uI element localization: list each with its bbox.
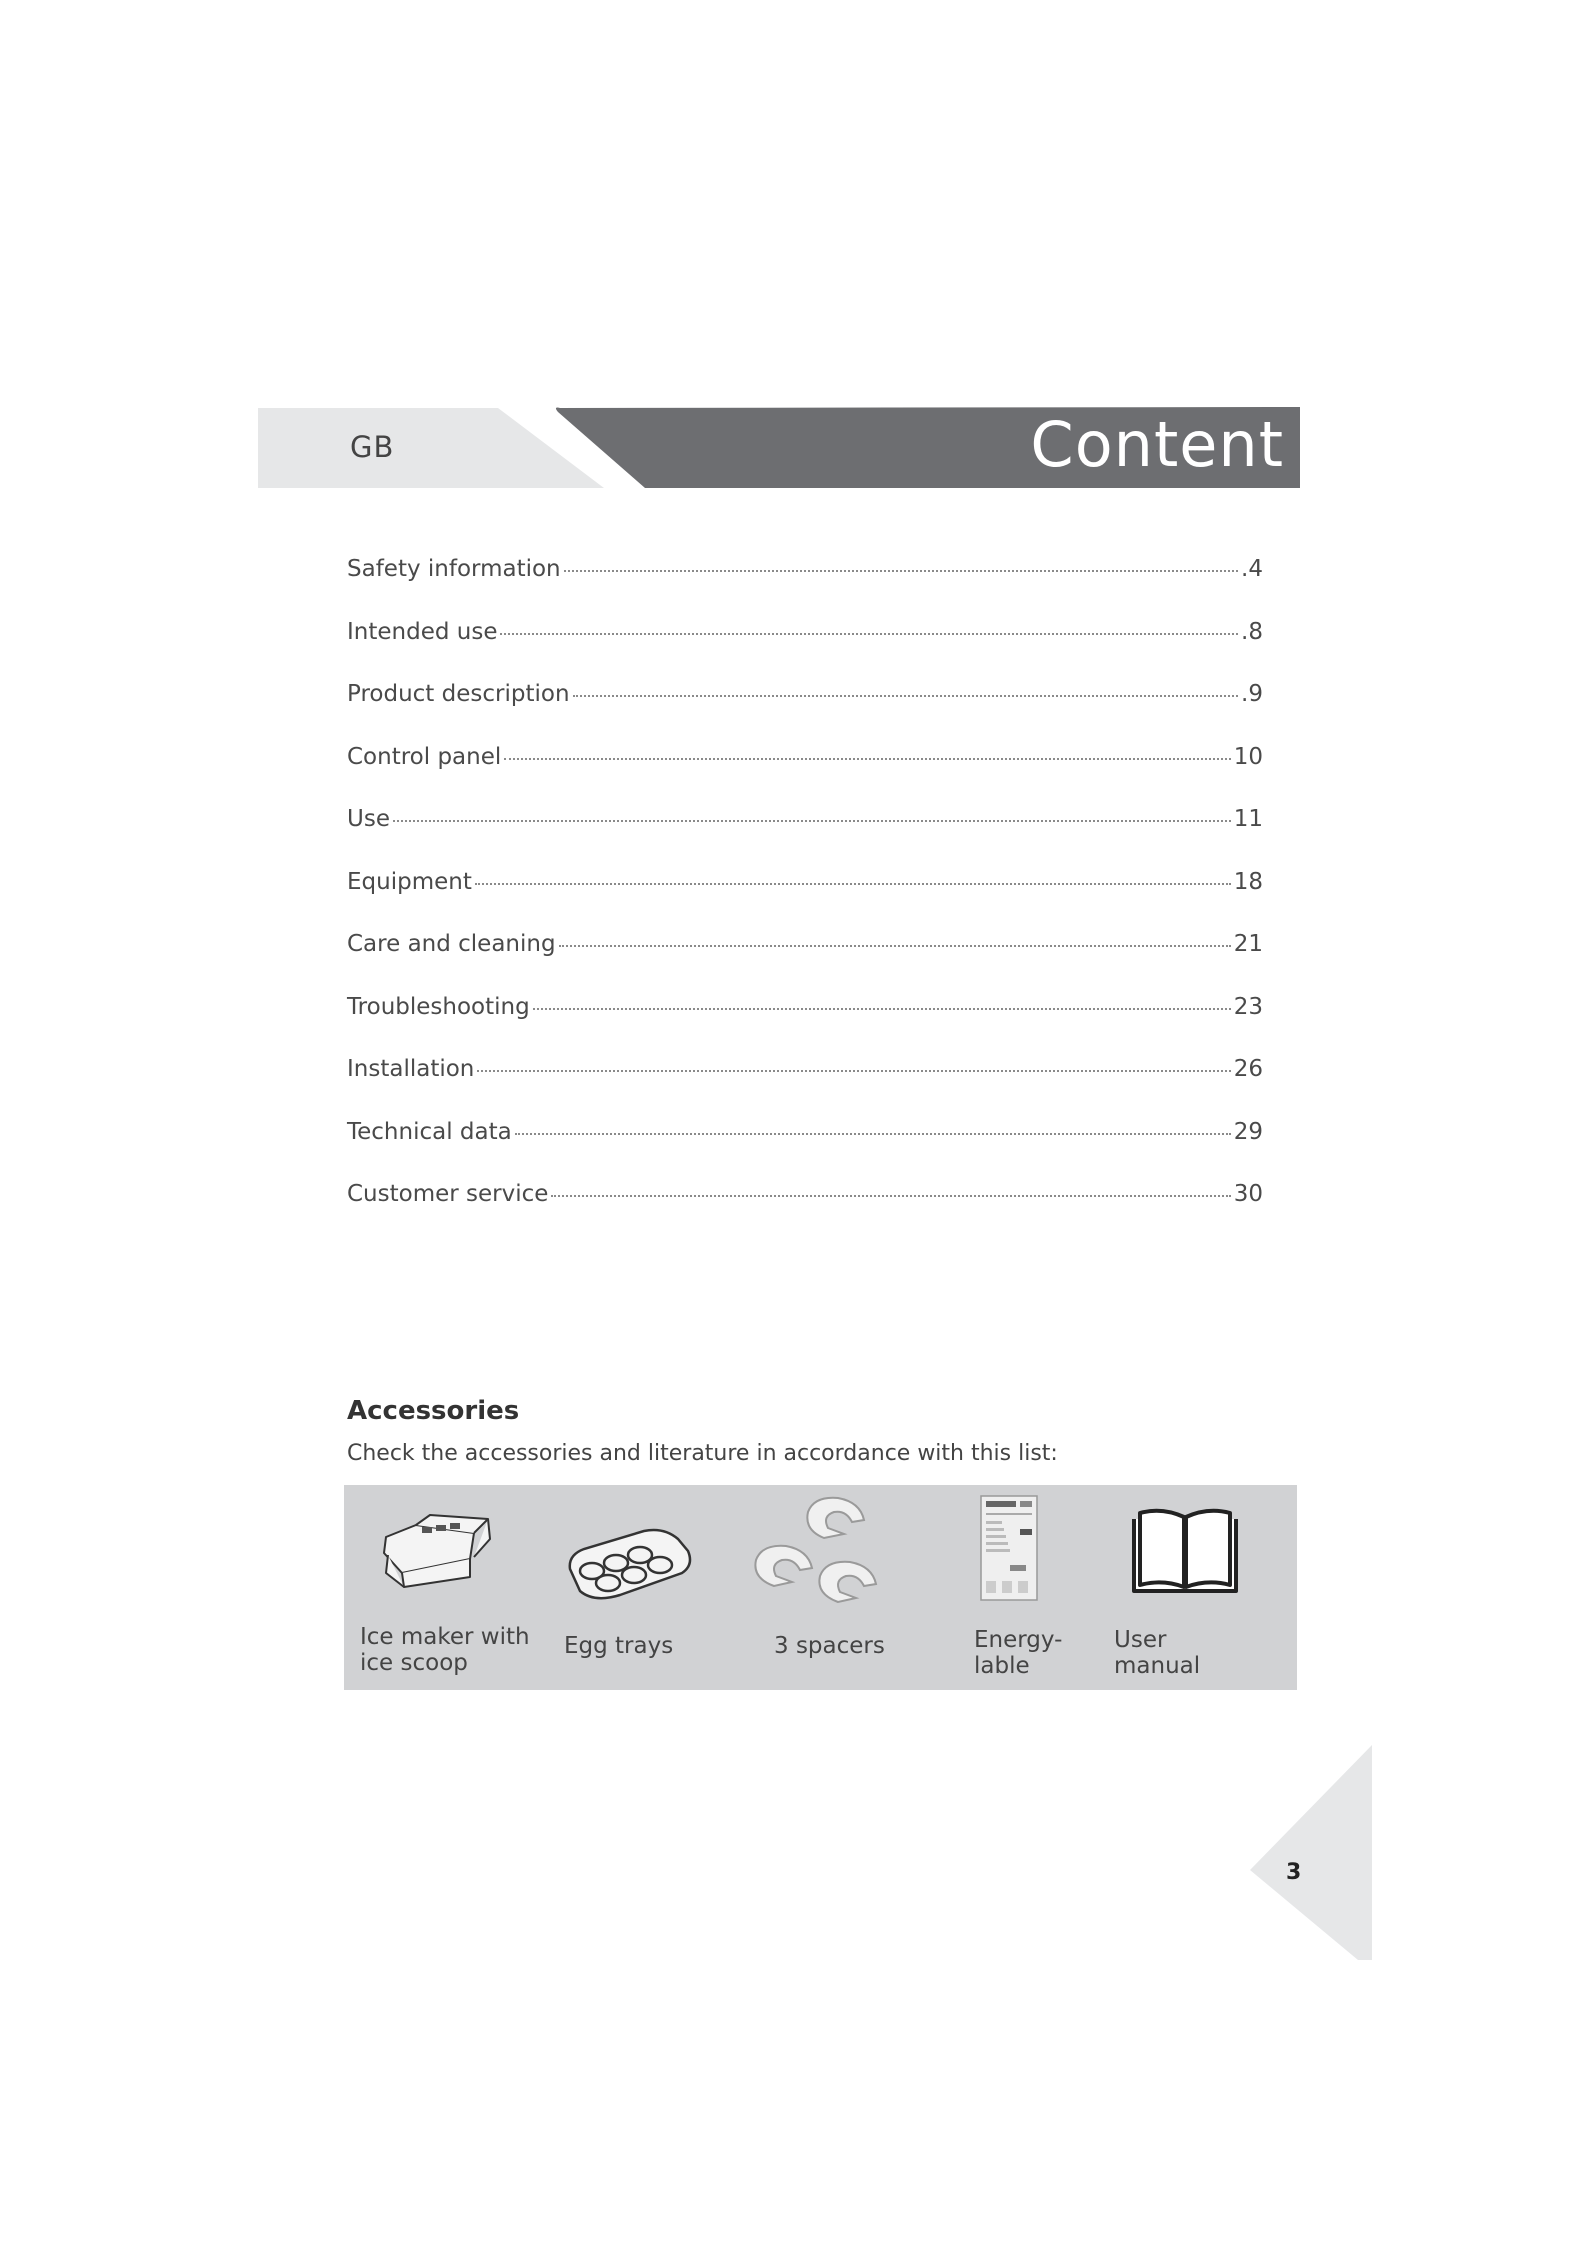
- dot-leader: [559, 945, 1231, 947]
- header-shapes: [0, 0, 1587, 500]
- toc-entry[interactable]: Intended use .8: [347, 618, 1263, 645]
- accessory-user-manual: [1114, 1485, 1297, 1690]
- toc-entry[interactable]: Troubleshooting 23: [347, 993, 1263, 1020]
- accessories-panel: [344, 1485, 1297, 1690]
- dot-leader: [393, 820, 1231, 822]
- table-of-contents: [347, 556, 1263, 1244]
- toc-entry[interactable]: Customer service 30: [347, 1181, 1263, 1207]
- page-number: 3: [1286, 1860, 1302, 1885]
- toc-entry[interactable]: Equipment 18: [347, 868, 1263, 895]
- accessory-label: Ice maker with ice scoop: [360, 1624, 530, 1676]
- toc-entry[interactable]: Installation 26: [347, 1056, 1263, 1082]
- accessory-spacers: [734, 1485, 934, 1690]
- dot-leader: [533, 1008, 1231, 1010]
- accessory-label: 3 spacers: [774, 1633, 885, 1659]
- toc-entry[interactable]: Control panel 10: [347, 743, 1263, 770]
- header-banner: [0, 0, 1587, 500]
- egg-tray-icon: [564, 1525, 699, 1605]
- lang-tab-shape: [258, 408, 604, 488]
- toc-entry[interactable]: Use 11: [347, 806, 1263, 832]
- accessories-subtitle: Check the accessories and literature in accordance with this list:: [347, 1441, 1058, 1466]
- accessory-egg-trays: [534, 1485, 734, 1690]
- accessories-heading: Accessories: [347, 1396, 520, 1426]
- language-code: GB: [350, 430, 395, 464]
- toc-entry[interactable]: Technical data 29: [347, 1118, 1263, 1145]
- toc-entry[interactable]: Safety information .4: [347, 556, 1263, 582]
- spacers-icon: [734, 1490, 924, 1615]
- dot-leader: [477, 1070, 1230, 1072]
- accessory-label: Egg trays: [564, 1633, 674, 1659]
- toc-entry[interactable]: Care and cleaning 21: [347, 931, 1263, 957]
- energy-label-icon: [980, 1495, 1040, 1605]
- user-manual-icon: [1130, 1505, 1240, 1600]
- dot-leader: [564, 570, 1238, 572]
- accessory-label: User manual: [1114, 1627, 1201, 1679]
- dot-leader: [504, 758, 1230, 760]
- accessory-ice-maker: [344, 1485, 534, 1690]
- dot-leader: [515, 1133, 1231, 1135]
- ice-maker-icon: [374, 1503, 514, 1593]
- page-number-tab: [1250, 1745, 1372, 1960]
- accessory-energy-label: [934, 1485, 1114, 1690]
- dot-leader: [475, 883, 1231, 885]
- dot-leader: [500, 633, 1238, 635]
- accessory-label: Energy- lable: [974, 1627, 1063, 1679]
- page-title: Content: [1030, 408, 1284, 481]
- toc-entry[interactable]: Product description .9: [347, 681, 1263, 707]
- dot-leader: [551, 1195, 1230, 1197]
- dot-leader: [573, 695, 1239, 697]
